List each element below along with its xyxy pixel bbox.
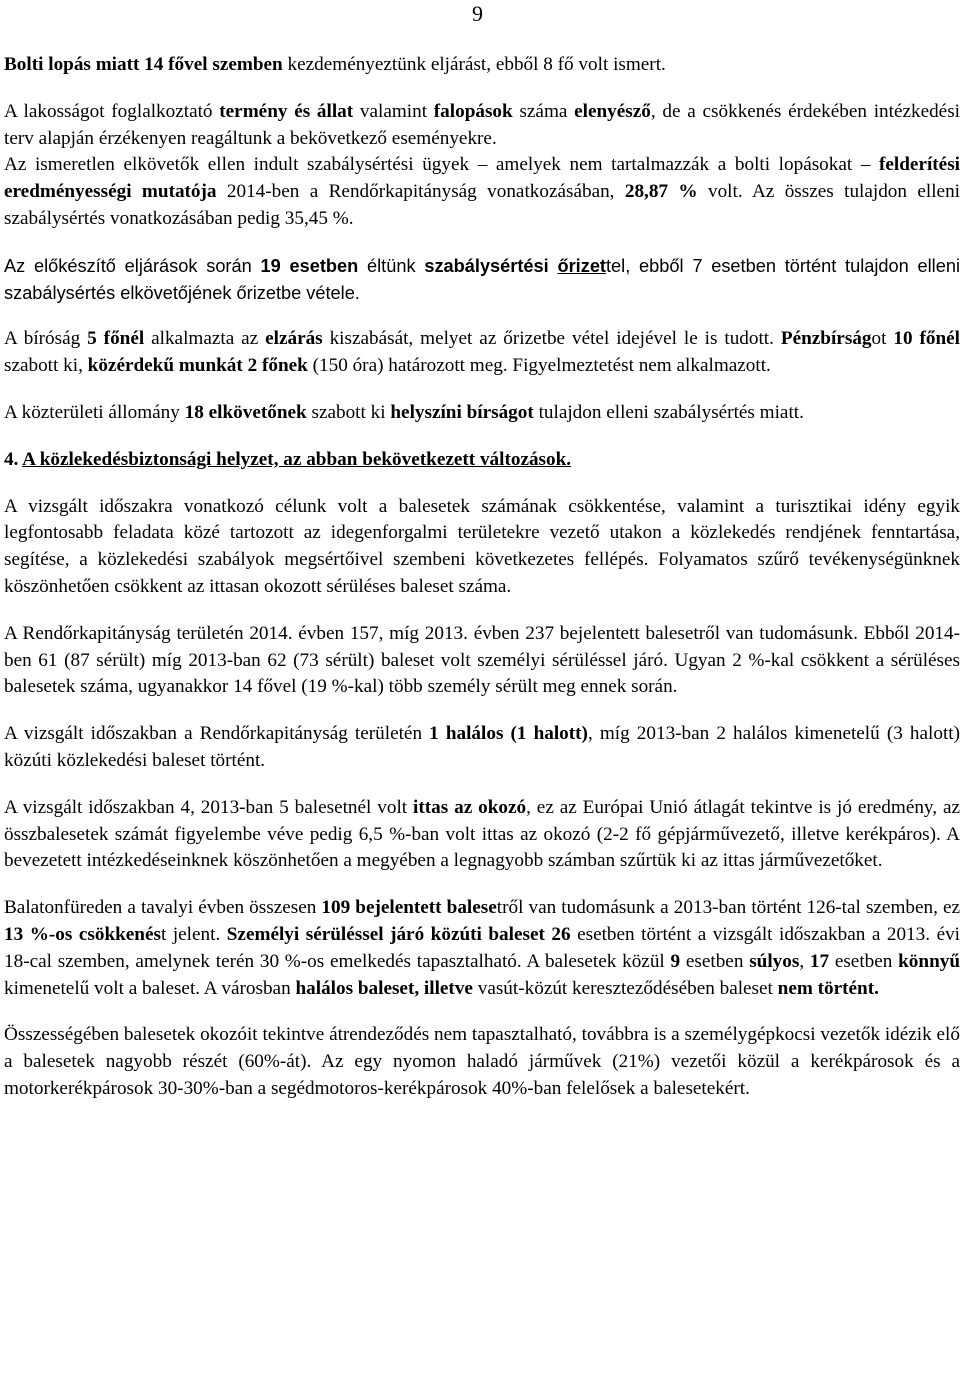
para6-run: A vizsgált időszakra vonatkozó célunk volt a balesetek számának csökkentése, valamint a turisztikai idény egyik legfontosabb feladata közé tartozott az idegenforgalmi területekre vezető utakon a közlekedés rendjének fenntartása, segítése, a közlekedési szabályok megsértőivel szembeni következetes fellépés. Folyamatos szűrő tevékenységünknek köszönhetően csökkent az ittasan okozott sérüléses baleset száma. [4,495,960,597]
para2a-run: valamint [353,100,434,122]
paragraph-halalos-baleset [4,721,960,775]
para10-run: halálos baleset, illetve [295,977,473,999]
para10-run: t jelent. [160,923,227,945]
para2a-run: falopások [433,100,513,122]
paragraph-osszessegeben [4,1022,960,1102]
para7-run: A Rendőrkapitányság területén 2014. évben 157, míg 2013. évben 237 bejelentett balesetről van tudomásunk. Ebből 2014-ben 61 (87 sérült) míg 2013-ban 62 (73 sérült) baleset volt személyi sérüléssel járó. Ugyan 2 %-kal csökkent a sérüléses balesetek száma, ugyanakkor 14 fővel (19 %-kal) több személy sérült meg ennek során. [4,622,960,698]
para4-run: közérdekű munkát 2 főnek [87,355,308,377]
paragraph-baleset-statisztika [4,621,960,701]
body-text [4,52,960,1103]
para8-run: 1 halálos (1 halott) [429,723,588,745]
para4-run: elzárás [265,328,323,350]
paragraph-felderitesi-mutato [4,152,960,232]
para1-run: kezdeményeztünk eljárást, ebből 8 fő volt ismert. [282,54,666,75]
para3-run: tel, ebből 7 esetben történt tulajdon elleni szabálysértés elkövetőjének őrizetbe vétele. [4,255,960,303]
para10-run: súlyos [749,950,800,972]
para9-run: ittas az okozó [413,796,527,818]
para3-run: 19 esetben [260,255,359,276]
para10-run: esetben [680,950,750,972]
para3-run: éltünk [358,255,425,276]
para5-run: A közterületi állomány [4,401,185,423]
para5-run: helyszíni bírságot [390,401,534,423]
para10-run: esetben [829,950,899,972]
para3-run: Az előkészítő eljárások során [4,255,261,276]
para10-run: nem történt. [777,977,879,999]
paragraph-vizsgalt-idoszak-cel [4,494,960,601]
para2b-run: Az ismeretlen elkövetők ellen indult szabálysértési ügyek – amelyek nem tartalmazzák a bolti lopásokat – [4,154,880,176]
para4-run: szabott ki, [4,355,88,377]
para2b-run: felderítési eredményességi mutatója [4,154,960,203]
para8-run: , míg 2013-ban 2 halálos kimenetelű (3 halott) közúti közlekedési baleset történt. [4,723,960,771]
para5-run: 18 elkövetőnek [184,401,307,423]
para2a-run: A lakosságot foglalkoztató [4,100,220,122]
para4-run: A bíróság [4,328,88,350]
paragraph-birosag [4,326,960,380]
heading-run: 4. [4,448,23,470]
para2b-run: volt. Az összes tulajdon elleni szabálysértés vonatkozásában pedig 35,45 %. [4,181,960,229]
paragraph-ittas-okozo [4,795,960,875]
para10-run: tről van tudomásunk a 2013-ban történt 126-tal szemben, ez [496,897,960,919]
para2a-run: elenyésző [574,100,651,122]
para10-run: Balatonfüreden a tavalyi évben összesen [4,897,322,919]
heading-run: A közlekedésbiztonsági helyzet, az abban bekövetkezett változások. [22,448,572,470]
para4-run: (150 óra) határozott meg. Figyelmeztetést nem alkalmazott. [307,355,771,377]
paragraph-elokeszito-eljarasok [4,253,960,307]
para4-run: Pénzbírság [780,328,872,350]
para2a-run: termény és állat [219,100,354,122]
para2a-run: , de a csökkenés érdekében intézkedési terv alapján érzékenyen reagáltunk a bekövetkező eseményekre. [4,100,960,149]
paragraph-lakossag [4,99,960,153]
para10-run: 13 %-os csökkenés [4,923,161,945]
para10-run: Személyi sérüléssel járó közúti baleset 26 [226,923,571,945]
para4-run: ot [871,328,894,350]
para2a-run: száma [512,100,575,122]
para10-run: esetben történt a vizsgált időszakban a 2013. évi 18-cal szemben, amelynek terén 30 %-os emelkedés tapasztalható. A balesetek közül [4,923,960,972]
paragraph-bolti-lopas [4,52,960,79]
para9-run: A vizsgált időszakban 4, 2013-ban 5 balesetnél volt [4,796,414,818]
para4-run: 10 főnél [893,328,960,350]
para8-run: A vizsgált időszakban a Rendőrkapitányság területén [4,723,430,745]
paragraph-kozteruleti-allomany [4,400,960,427]
para3-run: őrizet [557,255,606,276]
para10-run: 17 [809,950,830,972]
paragraph-balatonfured [4,895,960,1002]
page-number: 9 [472,1,483,26]
para10-run: könnyű [898,950,960,972]
para11-run: Összességében balesetek okozóit tekintve átrendeződés nem tapasztalható, továbbra is a személygépkocsi vezetők idézik elő a balesetek nagyobb részét (60%-át). Az egy nyomon haladó járművek (21%) vezetői közül a kerékpárosok és a motorkerékpárosok 30-30%-ban a segédmotoros-kerékpárosok 40%-ban felelősek a balesetekért. [4,1024,960,1099]
para10-run: 109 bejelentett balese [321,897,497,919]
para2b-run: 2014-ben a Rendőrkapitányság vonatkozásában, [216,181,625,203]
para10-run: , [799,950,810,972]
para4-run: 5 főnél [87,328,145,350]
para10-run: vasút-közút kereszteződésében baleset [472,977,778,999]
para2b-run: 28,87 % [624,181,698,203]
para5-run: tulajdon elleni szabálysértés miatt. [533,401,804,423]
para5-run: szabott ki [306,401,391,423]
para4-run: kiszabását, melyet az őrizetbe vétel idejével le is tudott. [322,328,781,350]
section-heading [4,447,960,474]
para10-run: kimenetelű volt a baleset. A városban [4,977,296,999]
para9-run: , ez az Európai Unió átlagát tekintve is jó eredmény, az összbalesetek számát figyelembe véve pedig 6,5 %-ban volt ittas az okozó (2-2 fő gépjárművezető, illetve kerékpáros). A bevezetett intézkedéseinknek köszönhetően a megyében a legnagyobb számban szűrtük ki az ittas járművezetőket. [4,796,960,872]
para10-run: 9 [670,950,681,972]
para3-run: szabálysértési [424,255,558,276]
para1-run: Bolti lopás miatt 14 fővel szemben [4,54,283,75]
para4-run: alkalmazta az [144,328,266,350]
